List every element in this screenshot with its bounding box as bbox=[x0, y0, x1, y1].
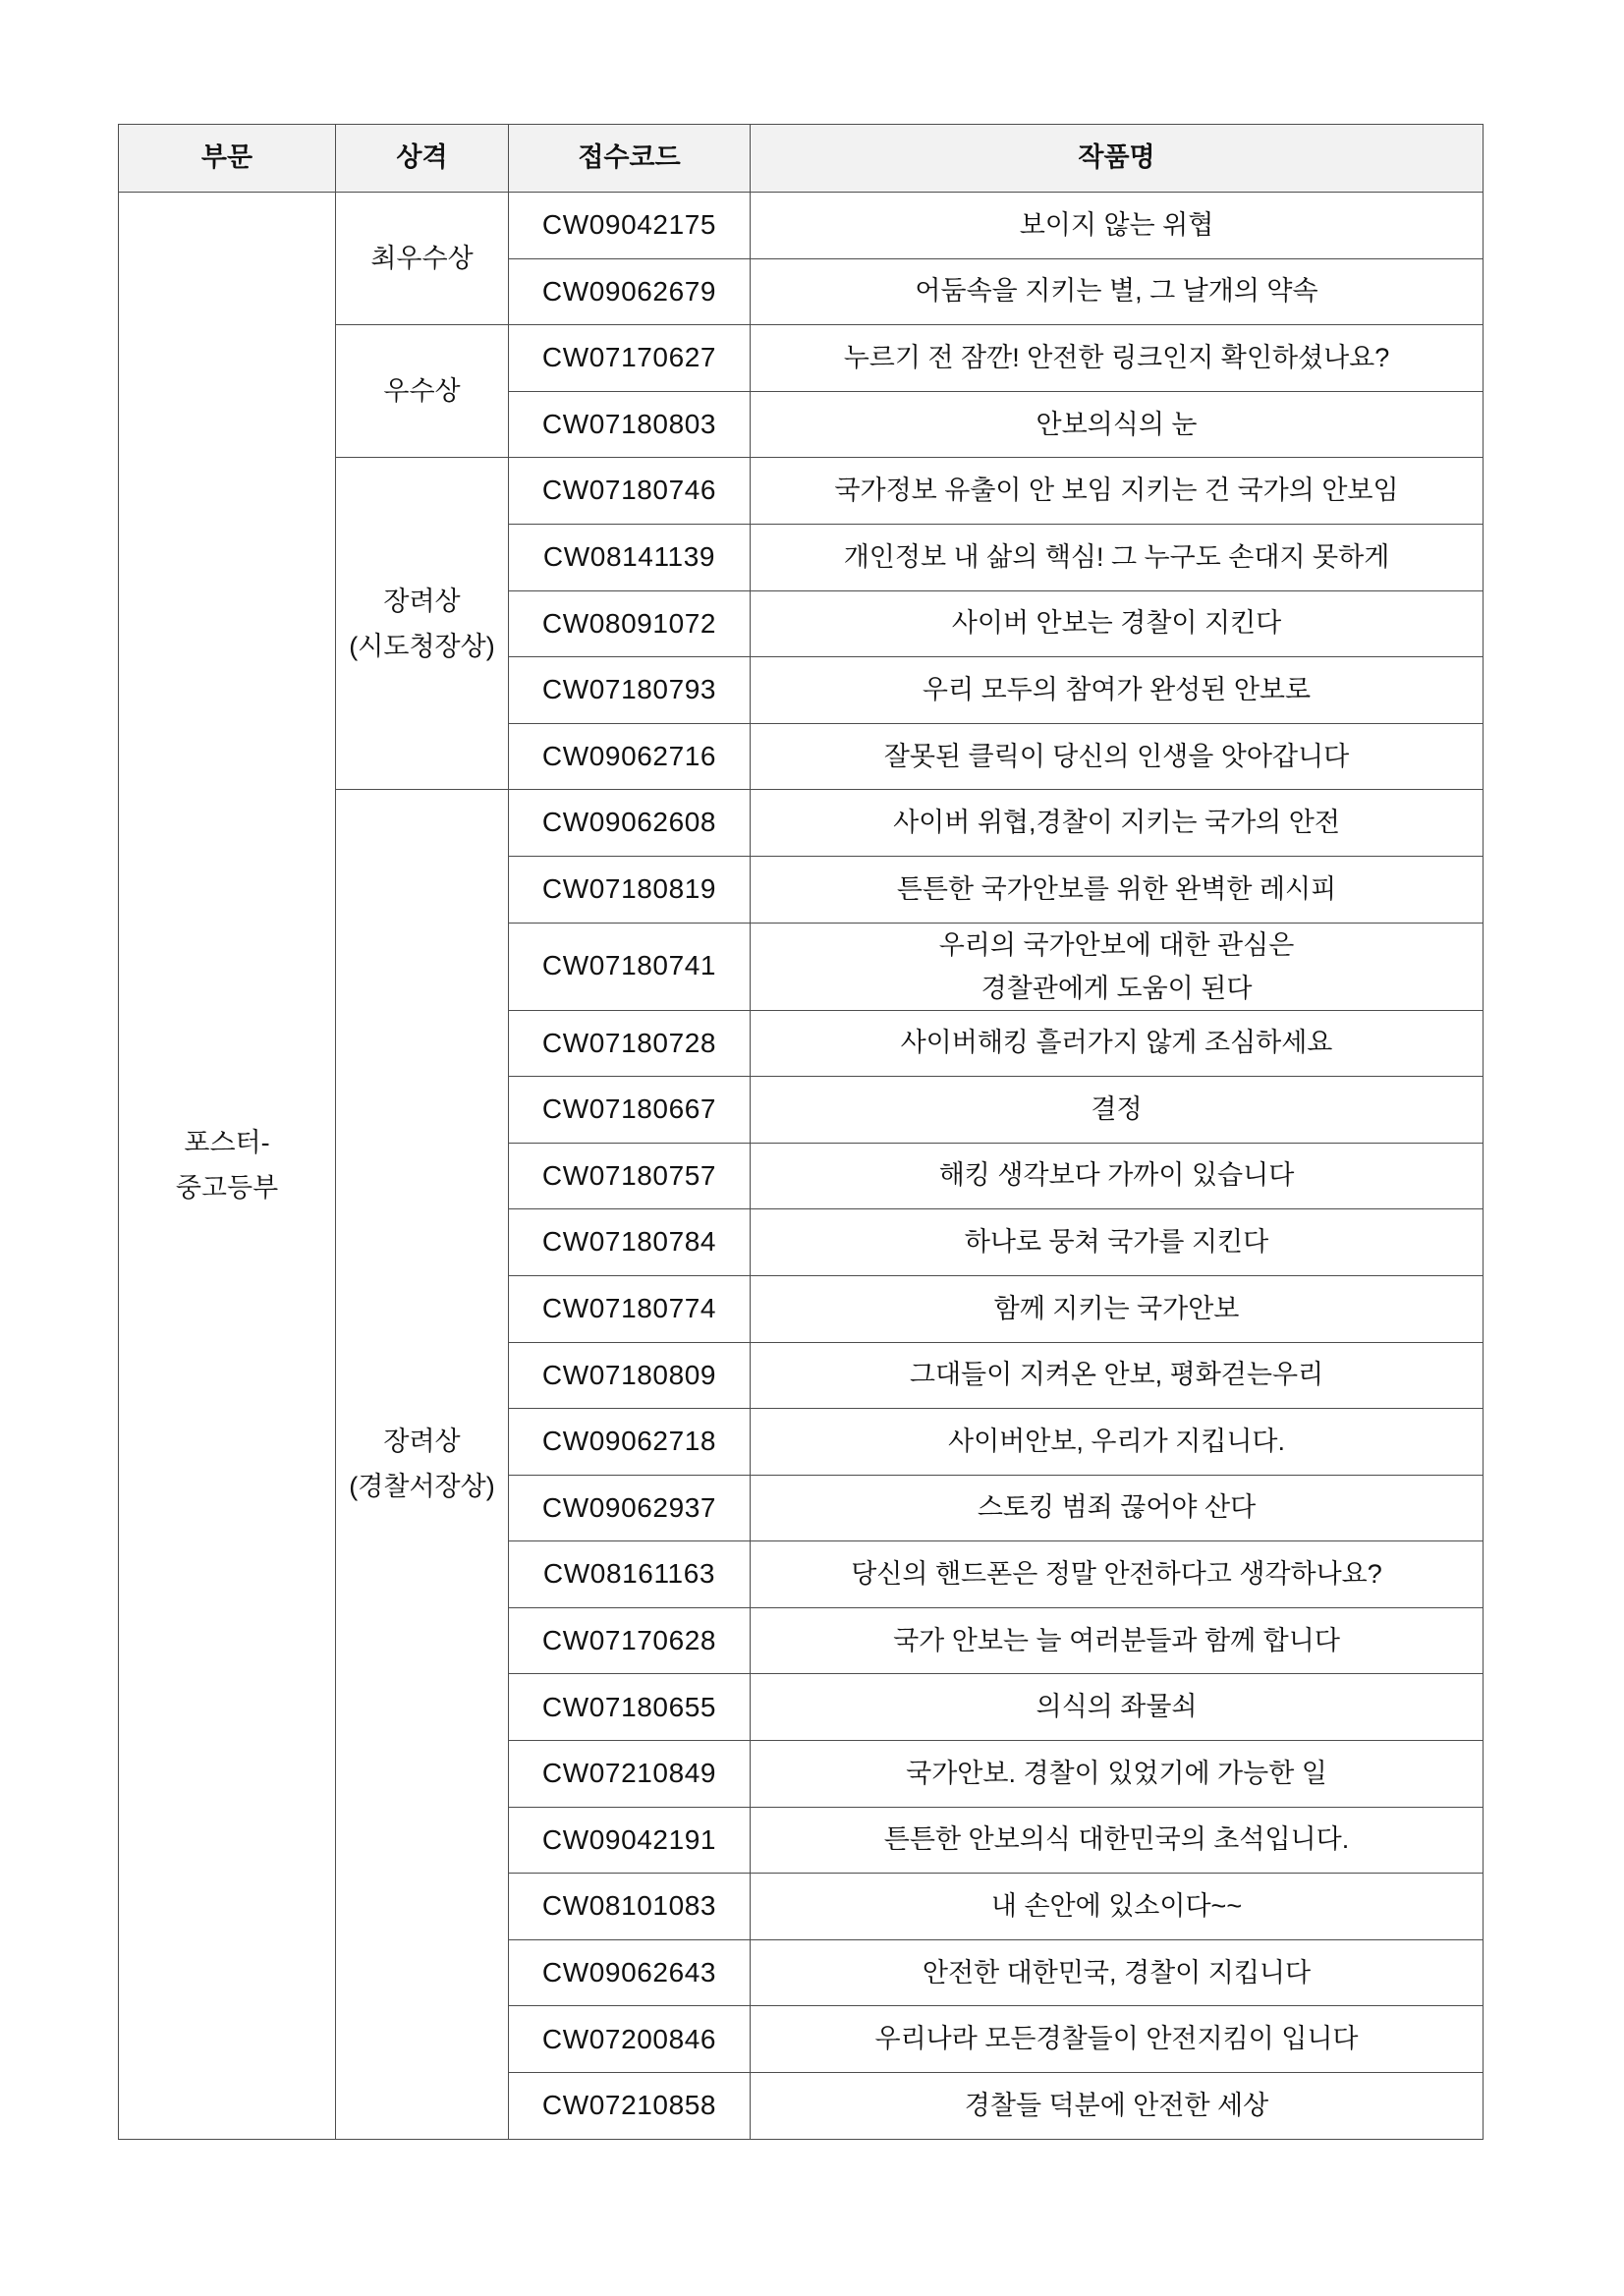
code-cell: CW07210849 bbox=[509, 1741, 751, 1808]
header-division: 부문 bbox=[119, 125, 336, 193]
table-header bbox=[119, 125, 1484, 193]
title-cell: 보이지 않는 위협 bbox=[751, 193, 1484, 259]
title-cell: 우리 모두의 참여가 완성된 안보로 bbox=[751, 657, 1484, 724]
code-cell: CW07180746 bbox=[509, 458, 751, 525]
code-cell: CW07180784 bbox=[509, 1209, 751, 1276]
code-cell: CW09042191 bbox=[509, 1807, 751, 1874]
title-cell: 국가 안보는 늘 여러분들과 함께 합니다 bbox=[751, 1607, 1484, 1674]
award-table-wrapper bbox=[118, 124, 1484, 2140]
award-table bbox=[118, 124, 1484, 2140]
title-cell: 안전한 대한민국, 경찰이 지킵니다 bbox=[751, 1939, 1484, 2006]
title-cell: 해킹 생각보다 가까이 있습니다 bbox=[751, 1143, 1484, 1209]
code-cell: CW07180774 bbox=[509, 1275, 751, 1342]
code-cell: CW07180793 bbox=[509, 657, 751, 724]
code-cell: CW07180667 bbox=[509, 1077, 751, 1144]
title-cell: 튼튼한 국가안보를 위한 완벽한 레시피 bbox=[751, 856, 1484, 923]
title-cell: 결정 bbox=[751, 1077, 1484, 1144]
title-cell: 개인정보 내 삶의 핵심! 그 누구도 손대지 못하게 bbox=[751, 524, 1484, 590]
title-cell: 그대들이 지켜온 안보, 평화걷는우리 bbox=[751, 1342, 1484, 1409]
title-cell: 내 손안에 있소이다~~ bbox=[751, 1874, 1484, 1940]
code-cell: CW07180819 bbox=[509, 856, 751, 923]
code-cell: CW07180803 bbox=[509, 391, 751, 458]
title-cell: 스토킹 범죄 끊어야 산다 bbox=[751, 1475, 1484, 1541]
title-cell: 경찰들 덕분에 안전한 세상 bbox=[751, 2073, 1484, 2140]
code-cell: CW07210858 bbox=[509, 2073, 751, 2140]
code-cell: CW07180757 bbox=[509, 1143, 751, 1209]
table-row bbox=[119, 193, 1484, 259]
code-cell: CW09062716 bbox=[509, 723, 751, 790]
award-cell: 장려상 (시도청장상) bbox=[336, 458, 509, 790]
title-cell: 잘못된 클릭이 당신의 인생을 앗아갑니다 bbox=[751, 723, 1484, 790]
header-code: 접수코드 bbox=[509, 125, 751, 193]
award-cell: 우수상 bbox=[336, 325, 509, 458]
title-cell: 의식의 좌물쇠 bbox=[751, 1674, 1484, 1741]
code-cell: CW09062679 bbox=[509, 258, 751, 325]
code-cell: CW09062643 bbox=[509, 1939, 751, 2006]
header-row bbox=[119, 125, 1484, 193]
code-cell: CW07200846 bbox=[509, 2006, 751, 2073]
title-cell: 누르기 전 잠깐! 안전한 링크인지 확인하셨나요? bbox=[751, 325, 1484, 392]
title-cell: 사이버해킹 흘러가지 않게 조심하세요 bbox=[751, 1010, 1484, 1077]
division-cell: 포스터- 중고등부 bbox=[119, 193, 336, 2140]
code-cell: CW08101083 bbox=[509, 1874, 751, 1940]
header-title: 작품명 bbox=[751, 125, 1484, 193]
code-cell: CW08161163 bbox=[509, 1541, 751, 1608]
table-body bbox=[119, 193, 1484, 2140]
code-cell: CW07180741 bbox=[509, 923, 751, 1010]
code-cell: CW09062937 bbox=[509, 1475, 751, 1541]
title-cell: 안보의식의 눈 bbox=[751, 391, 1484, 458]
header-award: 상격 bbox=[336, 125, 509, 193]
title-cell: 우리나라 모든경찰들이 안전지킴이 입니다 bbox=[751, 2006, 1484, 2073]
title-cell: 사이버 위협,경찰이 지키는 국가의 안전 bbox=[751, 790, 1484, 857]
title-cell: 어둠속을 지키는 별, 그 날개의 약속 bbox=[751, 258, 1484, 325]
title-cell: 사이버 안보는 경찰이 지킨다 bbox=[751, 590, 1484, 657]
award-cell: 최우수상 bbox=[336, 193, 509, 325]
title-cell: 국가안보. 경찰이 있었기에 가능한 일 bbox=[751, 1741, 1484, 1808]
code-cell: CW07180655 bbox=[509, 1674, 751, 1741]
code-cell: CW09062718 bbox=[509, 1409, 751, 1476]
title-cell: 국가정보 유출이 안 보임 지키는 건 국가의 안보임 bbox=[751, 458, 1484, 525]
title-cell: 우리의 국가안보에 대한 관심은 경찰관에게 도움이 된다 bbox=[751, 923, 1484, 1010]
title-cell: 하나로 뭉쳐 국가를 지킨다 bbox=[751, 1209, 1484, 1276]
code-cell: CW09062608 bbox=[509, 790, 751, 857]
code-cell: CW08091072 bbox=[509, 590, 751, 657]
code-cell: CW07170627 bbox=[509, 325, 751, 392]
code-cell: CW09042175 bbox=[509, 193, 751, 259]
title-cell: 함께 지키는 국가안보 bbox=[751, 1275, 1484, 1342]
title-cell: 사이버안보, 우리가 지킵니다. bbox=[751, 1409, 1484, 1476]
code-cell: CW07180809 bbox=[509, 1342, 751, 1409]
code-cell: CW08141139 bbox=[509, 524, 751, 590]
title-cell: 튼튼한 안보의식 대한민국의 초석입니다. bbox=[751, 1807, 1484, 1874]
award-cell: 장려상 (경찰서장상) bbox=[336, 790, 509, 2139]
code-cell: CW07170628 bbox=[509, 1607, 751, 1674]
code-cell: CW07180728 bbox=[509, 1010, 751, 1077]
title-cell: 당신의 핸드폰은 정말 안전하다고 생각하나요? bbox=[751, 1541, 1484, 1608]
